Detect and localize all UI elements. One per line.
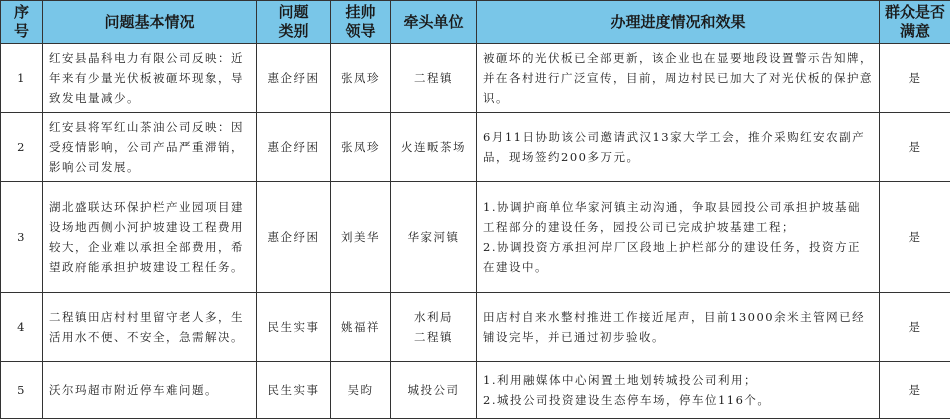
row-progress: 6月11日协助该公司邀请武汉13家大学工会，推介采购红安农副产品，现场签约200多万元。 <box>477 113 880 182</box>
row-seq: 3 <box>1 182 43 293</box>
row-lead-unit: 火连畈茶场 <box>391 113 477 182</box>
header-row <box>1 1 950 44</box>
row-leader: 刘美华 <box>331 182 391 293</box>
row-progress: 被砸坏的光伏板已全部更新，该企业也在显要地段设置警示告知牌，并在各村进行广泛宣传，目前，周边村民已加大了对光伏板的保护意识。 <box>477 44 880 113</box>
row-situation: 湖北盛联达环保护栏产业园项目建设场地西侧小河护坡建设工程费用较大，企业难以承担全部费用，希望政府能承担护坡建设工程任务。 <box>43 182 257 293</box>
table-row <box>1 293 950 362</box>
header-lead-unit: 牵头单位 <box>391 1 477 44</box>
row-leader: 姚福祥 <box>331 293 391 362</box>
row-leader: 吴昀 <box>331 362 391 419</box>
header-situation: 问题基本情况 <box>43 1 257 44</box>
table-row <box>1 182 950 293</box>
row-satisfied: 是 <box>880 362 950 419</box>
row-progress: 田店村自来水整村推进工作接近尾声，目前13000余米主管网已经铺设完毕，并已通过初步验收。 <box>477 293 880 362</box>
row-category: 民生实事 <box>257 293 331 362</box>
table-row <box>1 362 950 419</box>
row-lead-unit: 二程镇 <box>391 44 477 113</box>
header-leader: 挂帅 领导 <box>331 1 391 44</box>
row-seq: 2 <box>1 113 43 182</box>
row-progress: 1.利用融媒体中心闲置土地划转城投公司利用； 2.城投公司投资建设生态停车场，停车位116个。 <box>477 362 880 419</box>
row-situation: 二程镇田店村村里留守老人多，生活用水不便、不安全，急需解决。 <box>43 293 257 362</box>
row-situation: 沃尔玛超市附近停车难问题。 <box>43 362 257 419</box>
row-progress: 1.协调护商单位华家河镇主动沟通，争取县园投公司承担护坡基础工程部分的建设任务，园投公司已完成护坡基建工程； 2.协调投资方承担河岸厂区段地上护栏部分的建设任务，投资方正在建设中。 <box>477 182 880 293</box>
row-seq: 4 <box>1 293 43 362</box>
row-category: 民生实事 <box>257 362 331 419</box>
row-satisfied: 是 <box>880 44 950 113</box>
row-category: 惠企纾困 <box>257 182 331 293</box>
row-lead-unit: 华家河镇 <box>391 182 477 293</box>
table-row <box>1 44 950 113</box>
row-seq: 1 <box>1 44 43 113</box>
header-category: 问题 类别 <box>257 1 331 44</box>
table-row <box>1 113 950 182</box>
row-satisfied: 是 <box>880 113 950 182</box>
row-category: 惠企纾困 <box>257 44 331 113</box>
row-lead-unit: 城投公司 <box>391 362 477 419</box>
row-leader: 张凤珍 <box>331 113 391 182</box>
header-progress: 办理进度情况和效果 <box>477 1 880 44</box>
row-situation: 红安县将军红山茶油公司反映：因受疫情影响，公司产品严重滞销，影响公司发展。 <box>43 113 257 182</box>
row-leader: 张凤珍 <box>331 44 391 113</box>
row-lead-unit: 水利局 二程镇 <box>391 293 477 362</box>
header-satisfied: 群众是否 满意 <box>880 1 950 44</box>
row-situation: 红安县晶科电力有限公司反映：近年来有少量光伏板被砸坏现象，导致发电量减少。 <box>43 44 257 113</box>
row-seq: 5 <box>1 362 43 419</box>
row-category: 惠企纾困 <box>257 113 331 182</box>
row-satisfied: 是 <box>880 293 950 362</box>
row-satisfied: 是 <box>880 182 950 293</box>
header-seq: 序 号 <box>1 1 43 44</box>
